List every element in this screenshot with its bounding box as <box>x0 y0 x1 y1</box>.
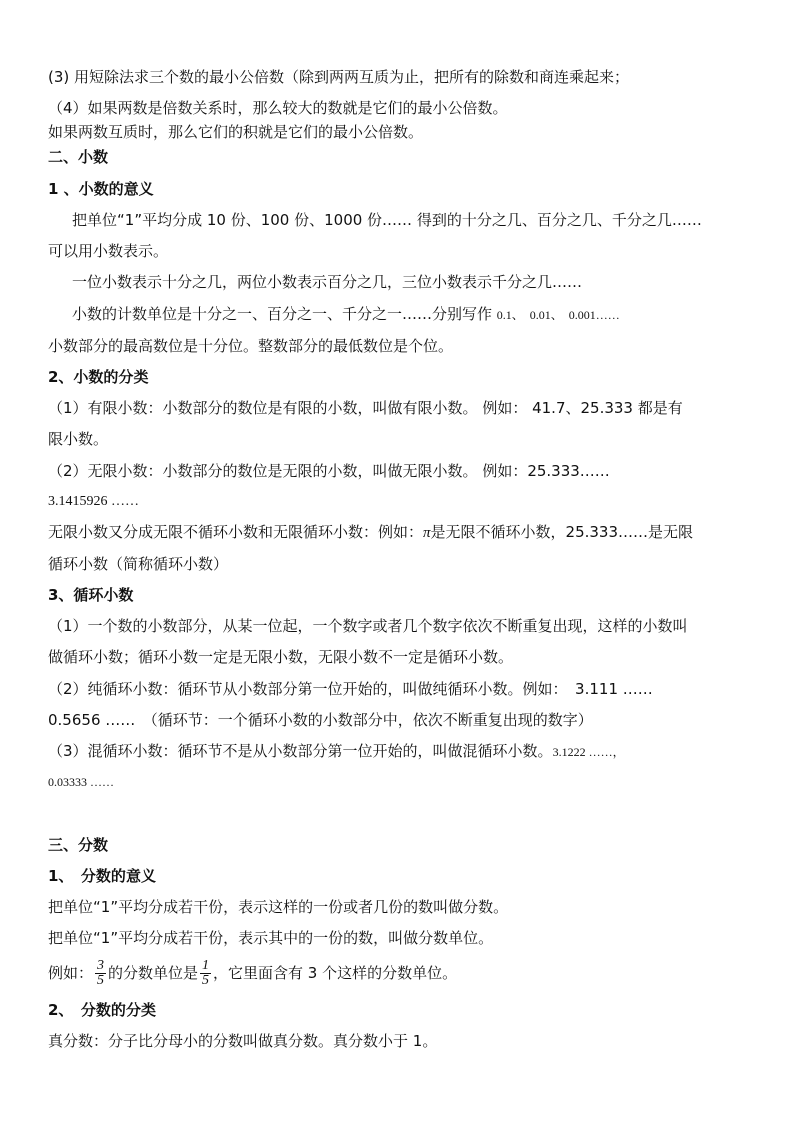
decimal-example: 3.1222 ……， <box>552 745 625 759</box>
text-line: 0.03333 …… <box>48 775 114 789</box>
numerator: 1 <box>202 958 210 973</box>
text-line: 把单位“1”平均分成若干份，表示这样的一份或者几份的数叫做分数。 <box>48 898 509 916</box>
text-segment: 是无限不循环小数，25.333……是无限 <box>430 523 694 541</box>
subsection-heading: 1 、小数的意义 <box>48 180 154 198</box>
text-segment: 的分数单位是 <box>108 964 199 982</box>
text-line: （1）一个数的小数部分，从某一位起，一个数字或者几个数字依次不断重复出现，这样的小数叫 <box>48 617 688 635</box>
decimal-examples: 0.1、 0.01、 0.001…… <box>496 308 620 322</box>
text-line: （4）如果两数是倍数关系时，那么较大的数就是它们的最小公倍数。 <box>48 99 508 117</box>
text-line <box>72 304 742 325</box>
text-line: (3) 用短除法求三个数的最小公倍数（除到两两互质为止，把所有的除数和商连乘起来； <box>48 68 630 86</box>
pi-symbol: π <box>423 525 431 541</box>
subsection-heading: 3、循环小数 <box>48 586 134 604</box>
numerator: 3 <box>97 958 105 973</box>
text-line <box>48 522 742 543</box>
text-line <box>48 741 742 762</box>
text-line: 限小数。 <box>48 430 109 448</box>
text-line: 小数部分的最高数位是十分位。整数部分的最低数位是个位。 <box>48 337 454 355</box>
text-segment: ，它里面含有 3 个这样的分数单位。 <box>213 964 458 982</box>
text-segment: （3）混循环小数：循环节不是从小数部分第一位开始的，叫做混循环小数。 <box>48 742 553 760</box>
section-heading: 二、小数 <box>48 148 109 166</box>
fraction-example-line <box>48 956 742 990</box>
text-line: 0.5656 …… （循环节：一个循环小数的小数部分中，依次不断重复出现的数字） <box>48 711 593 729</box>
text-line: 一位小数表示十分之几，两位小数表示百分之几，三位小数表示千分之几…… <box>72 273 583 291</box>
text-line: 做循环小数；循环小数一定是无限小数，无限小数不一定是循环小数。 <box>48 648 514 666</box>
fraction-three-fifths <box>95 959 106 988</box>
text-line: （1）有限小数：小数部分的数位是有限的小数，叫做有限小数。 例如： 41.7、25.333 都是有 <box>48 399 683 417</box>
subsection-heading: 2、小数的分类 <box>48 368 149 386</box>
text-line: 可以用小数表示。 <box>48 242 169 260</box>
fraction-one-fifth <box>200 959 211 988</box>
section-heading: 三、分数 <box>48 836 109 854</box>
text-line: 3.1415926 …… <box>48 494 139 509</box>
text-line: 真分数：分子比分母小的分数叫做真分数。真分数小于 1。 <box>48 1032 438 1050</box>
denominator: 5 <box>202 973 210 988</box>
subsection-heading: 1、 分数的意义 <box>48 867 156 885</box>
subsection-heading: 2、 分数的分类 <box>48 1001 156 1019</box>
text-segment: 无限小数又分成无限不循环小数和无限循环小数：例如： <box>48 523 424 541</box>
text-line: 把单位“1”平均分成 10 份、100 份、1000 份…… 得到的十分之几、百分之几、千分之几…… <box>72 211 702 229</box>
text-line: 如果两数互质时，那么它们的积就是它们的最小公倍数。 <box>48 123 424 141</box>
text-line: （2）无限小数：小数部分的数位是无限的小数，叫做无限小数。 例如：25.333…… <box>48 462 610 480</box>
text-line: 把单位“1”平均分成若干份，表示其中的一份的数，叫做分数单位。 <box>48 929 494 947</box>
text-line: （2）纯循环小数：循环节从小数部分第一位开始的，叫做纯循环小数。例如： 3.111 …… <box>48 680 653 698</box>
text-segment: 小数的计数单位是十分之一、百分之一、千分之一……分别写作 <box>72 305 497 323</box>
text-segment: 例如： <box>48 964 94 982</box>
text-line: 循环小数（简称循环小数） <box>48 555 229 573</box>
denominator: 5 <box>97 973 105 988</box>
